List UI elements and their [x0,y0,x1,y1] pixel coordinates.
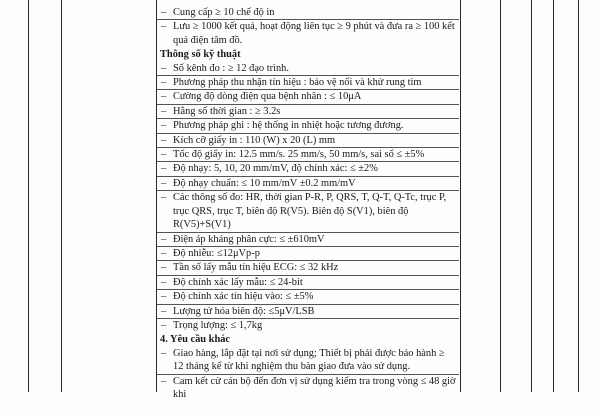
list-item: – Tốc độ giấy in: 12.5 mm/s. 25 mm/s, 50 mm/s, sai số ≤ ±5% [161,149,425,161]
column-rule-8 [578,0,579,392]
list-item: – Cung cấp ≥ 10 chế độ in [161,7,275,18]
list-item: – Phương pháp ghi : hệ thống in nhiệt hoặc tương đương. [161,120,404,132]
list-item: – Số kênh đo : ≥ 12 đạo trình. [161,62,289,74]
list-item: – Độ nhạy: 5, 10, 20 mm/mV, độ chính xác: ≤ ±2% [161,163,378,175]
list-item: – Hằng số thời gian : ≥ 3.2s [161,105,281,117]
list-item: – Kích cỡ giấy in : 110 (W) x 20 (L) mm [161,134,336,146]
column-rule-4 [460,0,461,392]
column-rule-1 [28,0,29,392]
column-rule-6 [531,0,532,392]
list-item: – Độ chính xác tín hiệu vào: ≤ ±5% [161,291,314,303]
list-item: – Phương pháp thu nhận tín hiệu : bảo vệ nối và khử rung tim [161,77,422,89]
list-item: – Độ nhạy chuẩn: ≤ 10 mm/mV ±0.2 mm/mV [161,177,356,189]
column-rule-5 [500,0,501,392]
column-rule-7 [553,0,554,392]
list-item: – Lưu ≥ 1000 kết quả, hoạt động liên tục ≥ 9 phút và đưa ra ≥ 100 kết quả điện tâm đồ. [161,21,455,46]
list-item: – Trọng lượng: ≤ 1,7kg [161,319,263,331]
column-rule-3 [156,0,157,392]
list-item: – Điện áp kháng phân cực: ≤ ±610mV [161,233,325,245]
list-item: – Các thông số đo: HR, thời gian P-R, P, QRS, T, Q-T, Q-Tc, trục P, trục QRS, trục T, biên độ R(V5). Biên độ S(V1), biên độ R(V5)+S(V1) [161,192,447,231]
list-item: – Lượng tử hóa biên độ: ≤5μV/LSB [161,305,315,317]
list-item: – Cam kết cử cán bộ đến đơn vị sử dụng kiểm tra trong vòng ≤ 48 giờ khi [161,375,456,400]
list-item: – Giao hàng, lắp đặt tại nơi sử dụng; Thiết bị phải được bảo hành ≥ 12 tháng kể từ khi nghiệm thu bàn giao đưa vào sử dụng. [161,347,445,373]
section-spec-heading: Thông số kỹ thuật [160,49,241,61]
section-other-heading: 4. Yêu cầu khác [160,334,231,346]
list-item: – Độ nhiễu: ≤12μVp-p [161,247,260,259]
list-item: – Cường độ dòng điện qua bệnh nhân : ≤ 10μA [161,91,362,103]
list-item: – Tần số lấy mẫu tín hiệu ECG: ≤ 32 kHz [161,262,339,274]
list-item: – Độ chính xác lấy mẫu: ≤ 24-bit [161,276,303,288]
column-rule-2 [61,0,62,392]
spec-cell [160,6,456,401]
